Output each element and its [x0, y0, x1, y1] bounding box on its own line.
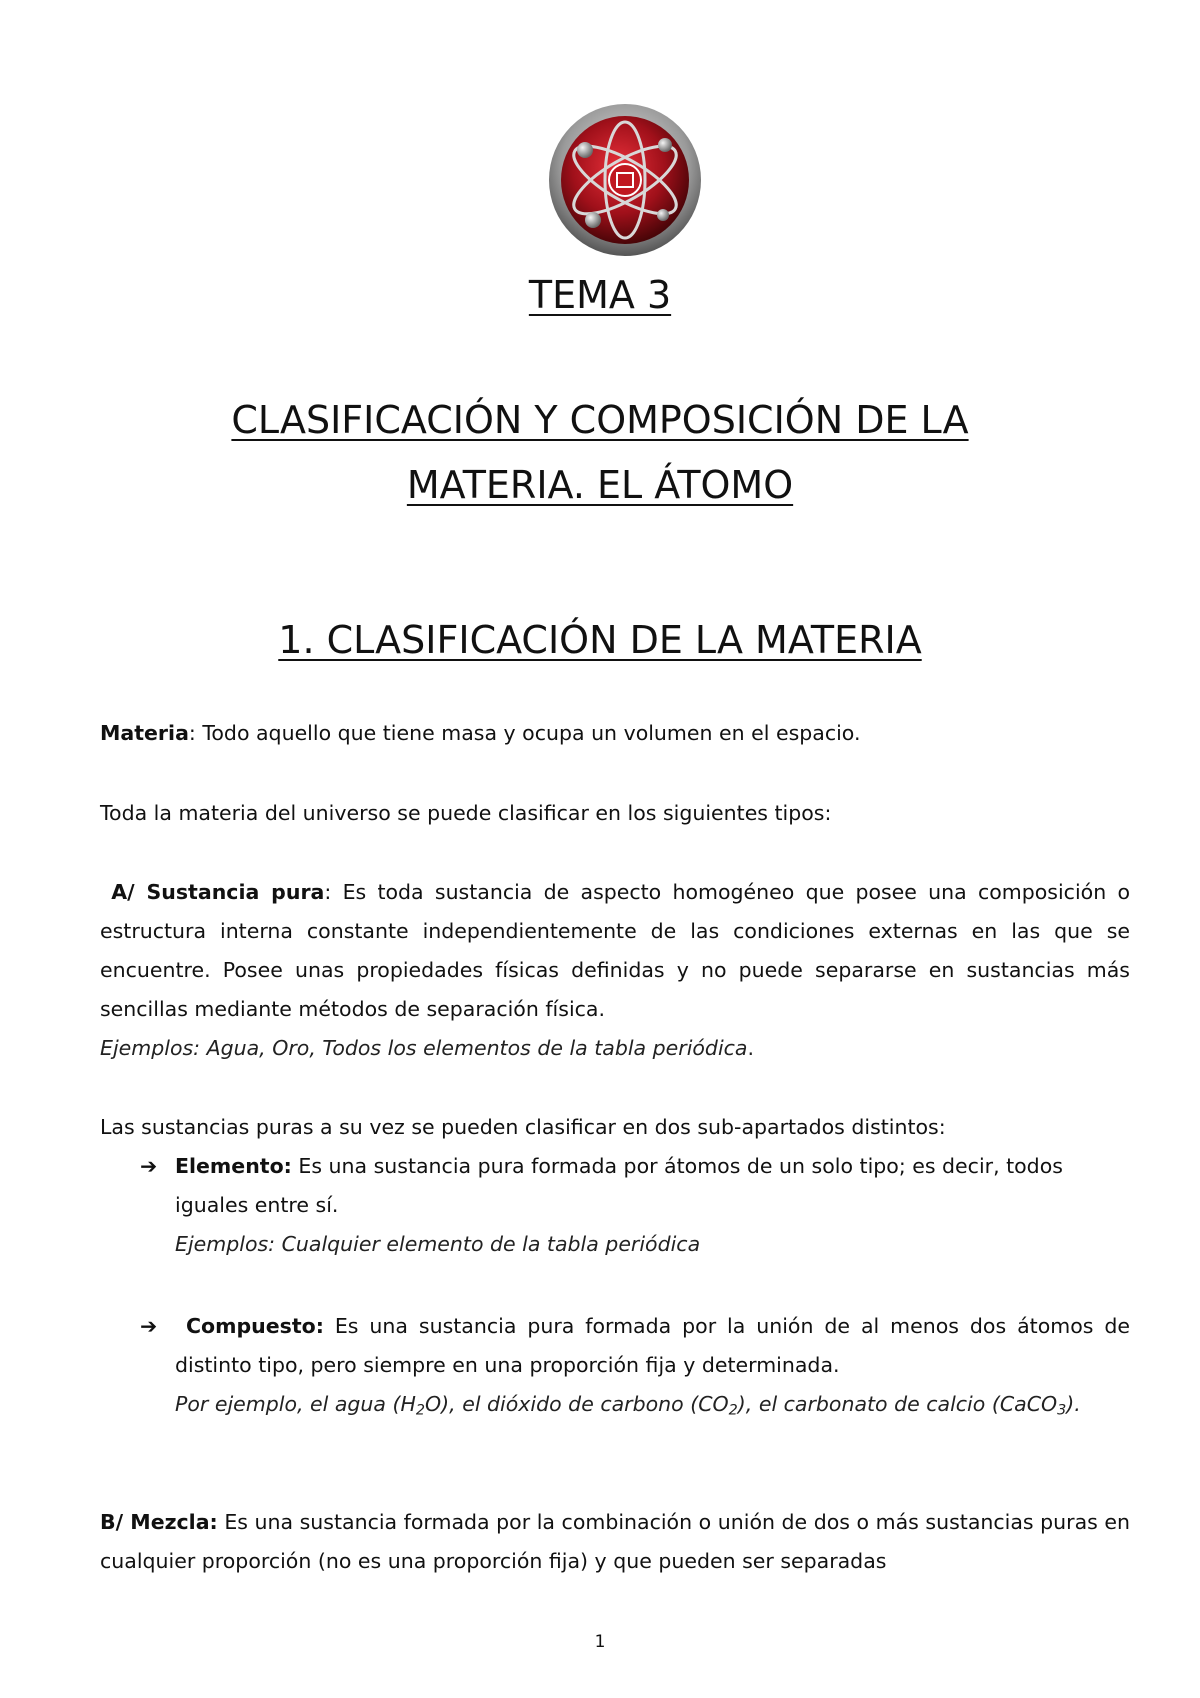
section-heading [0, 610, 1200, 671]
subclass-intro: Las sustancias puras a su vez se pueden clasificar en dos sub-apartados distintos: [100, 1115, 946, 1139]
list-item-elemento [140, 1147, 1130, 1264]
elemento-examples: Ejemplos: Cualquier elemento de la tabla periódica [175, 1232, 701, 1256]
compuesto-ex-subscript: 2 [728, 1402, 738, 1419]
compuesto-ex-part: O), el dióxido de carbono (CO [425, 1392, 729, 1416]
tema-heading-text: TEMA 3 [528, 273, 672, 317]
arrow-right-icon: ➔ [140, 1154, 158, 1178]
tema-heading [0, 265, 1200, 326]
compuesto-ex-part: Por ejemplo, el agua (H [175, 1392, 416, 1416]
materia-def-text: : Todo aquello que tiene masa y ocupa un volumen en el espacio. [188, 721, 861, 745]
sustancia-pura-def: : Es toda sustancia de aspecto homogéneo que posee una composición o estructura interna constante independientemente de las condiciones externas en las que se encuentre. Posee unas propiedades físicas definidas y no puede separarse en sustancias más sencillas mediante métodos de separación física. [100, 880, 1130, 1021]
main-title-line-1 [0, 390, 1200, 451]
sustancia-pura-examples [100, 1029, 1130, 1068]
compuesto-ex-part: ), el carbonato de calcio (CaCO [737, 1392, 1058, 1416]
classification-intro: Toda la materia del universo se puede clasificar en los siguientes tipos: [100, 801, 832, 825]
main-title-line-2-text: MATERIA. EL ÁTOMO [406, 463, 794, 507]
sustancia-pura-label: A/ Sustancia pura [111, 880, 325, 904]
compuesto-ex-part: ). [1066, 1392, 1081, 1416]
arrow-right-icon: ➔ [140, 1314, 158, 1338]
list-item-compuesto [140, 1307, 1130, 1431]
elemento-def: Es una sustancia pura formada por átomos de un solo tipo; es decir, todos iguales entre sí. [175, 1154, 1063, 1217]
mezcla-def: Es una sustancia formada por la combinación o unión de dos o más sustancias puras en cualquier proporción (no es una proporción fija) y que pueden ser separadas [100, 1510, 1130, 1573]
elemento-label: Elemento: [175, 1154, 292, 1178]
compuesto-ex-subscript: 3 [1057, 1402, 1067, 1419]
sustancia-pura-paragraph [100, 873, 1130, 1029]
mezcla-paragraph [100, 1503, 1130, 1581]
elemento-content [175, 1147, 1130, 1264]
mezcla-label: B/ Mezcla: [100, 1510, 218, 1534]
compuesto-def: Es una sustancia pura formada por la unión de al menos dos átomos de distinto tipo, pero siempre en una proporción fija y determinada. [175, 1314, 1130, 1377]
sustancia-pura-examples-end: . [747, 1036, 755, 1060]
atom-logo-icon [545, 100, 705, 260]
compuesto-examples [175, 1392, 1081, 1419]
compuesto-ex-subscript: 2 [415, 1402, 426, 1419]
compuesto-label: Compuesto: [185, 1314, 324, 1338]
section-heading-text: 1. CLASIFICACIÓN DE LA MATERIA [278, 618, 922, 662]
page-number: 1 [594, 1632, 606, 1652]
materia-term: Materia [100, 721, 189, 745]
compuesto-content [175, 1307, 1130, 1431]
materia-definition [100, 714, 1130, 753]
main-title-line-1-text: CLASIFICACIÓN Y COMPOSICIÓN DE LA [231, 398, 969, 442]
sustancia-pura-examples-text: Ejemplos: Agua, Oro, Todos los elementos de la tabla periódica [100, 1036, 748, 1060]
main-title-line-2 [0, 455, 1200, 516]
